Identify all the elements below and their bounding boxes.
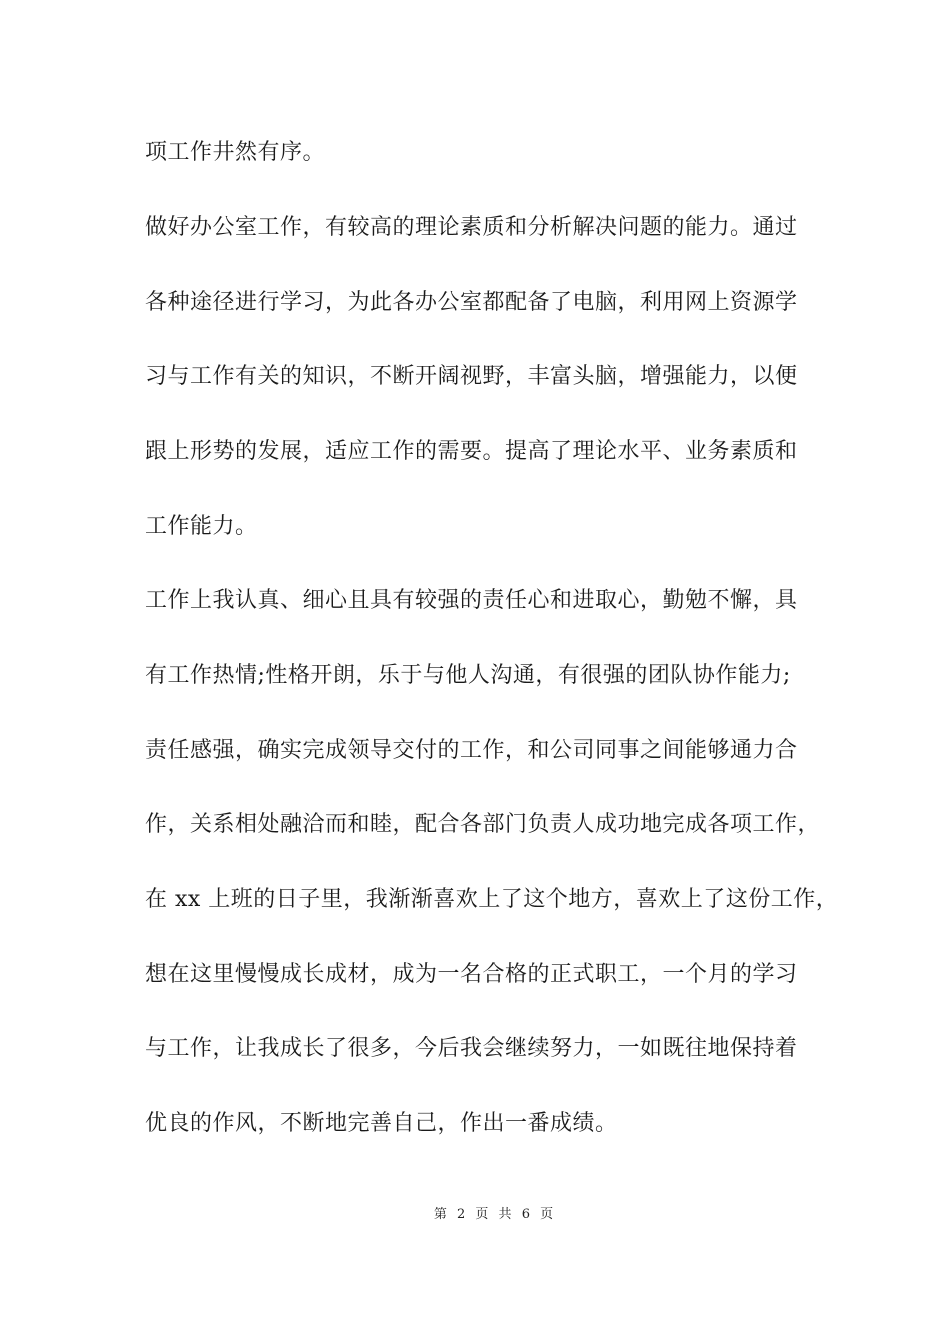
text-line: 跟上形势的发展，适应工作的需要。提高了理论水平、业务素质和 — [145, 439, 798, 464]
text-line: 与工作，让我成长了很多，今后我会继续努力，一如既往地保持着 — [145, 1036, 798, 1061]
text-line: 项工作井然有序。 — [145, 140, 326, 165]
page-number-footer: 第 2 页 共 6 页 — [433, 1207, 557, 1222]
text-line: 在 xx 上班的日子里，我渐渐喜欢上了这个地方，喜欢上了这份工作， — [145, 887, 839, 912]
text-line: 责任感强，确实完成领导交付的工作，和公司同事之间能够通力合 — [145, 738, 798, 763]
text-line: 想在这里慢慢成长成材，成为一名合格的正式职工，一个月的学习 — [145, 962, 798, 987]
text-line: 各种途径进行学习，为此各办公室都配备了电脑，利用网上资源学 — [145, 290, 798, 315]
text-line: 作，关系相处融洽而和睦，配合各部门负责人成功地完成各项工作， — [145, 812, 821, 837]
text-line: 工作能力。 — [145, 514, 258, 539]
text-line: 优良的作风，不断地完善自己，作出一番成绩。 — [145, 1111, 618, 1136]
text-line: 习与工作有关的知识，不断开阔视野，丰富头脑，增强能力，以便 — [145, 364, 798, 389]
text-line: 做好办公室工作，有较高的理论素质和分析解决问题的能力。通过 — [145, 215, 798, 240]
text-line: 工作上我认真、细心且具有较强的责任心和进取心，勤勉不懈，具 — [145, 588, 798, 613]
text-line: 有工作热情;性格开朗，乐于与他人沟通，有很强的团队协作能力; — [145, 663, 791, 688]
